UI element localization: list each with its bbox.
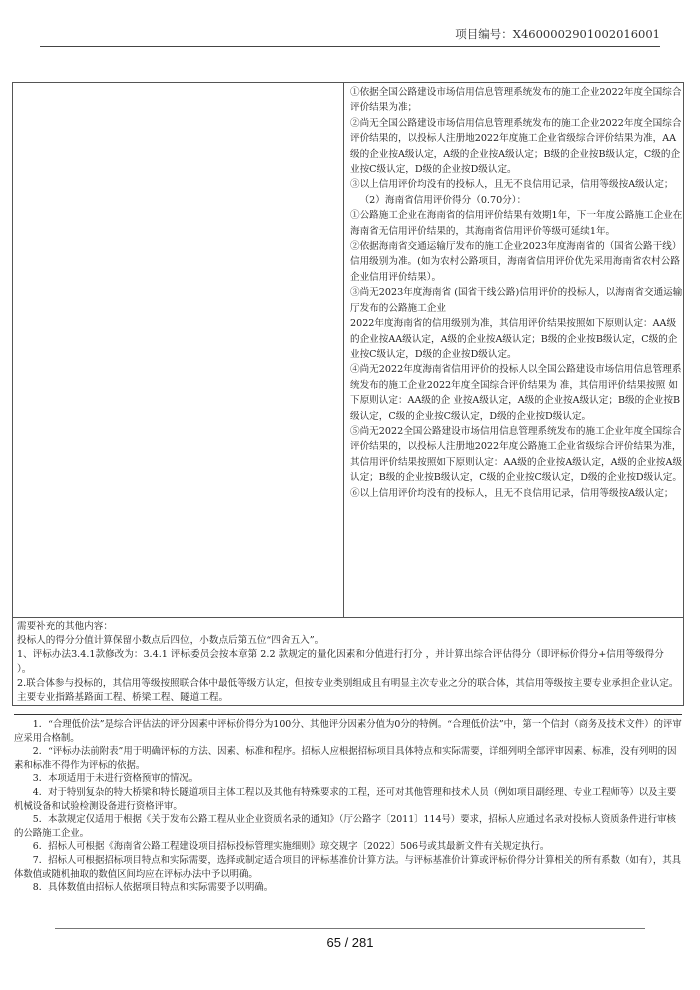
footnote: 5．本款规定仅适用于根据《关于发布公路工程从业企业资质名录的通知》（厅公路字〔2011〕114号）要求，招标人应通过名录对投标人资质条件进行审核的公路施工企业。 — [14, 814, 676, 839]
supplementary-notes — [12, 617, 684, 706]
criteria-heading: （2）海南省信用评价得分（0.70分）： — [359, 194, 527, 206]
criteria-item: ⑤尚无2022全国公路建设市场信用信息管理系统发布的施工企业年度全国综合评价结果的，以投标人注册地2022年度公路施工企业省级综合评价结果为准，其信用评价结果按照如下原则认定：AA级的企业按A级认定，A级的企业按A级认定；B级的企业按B级认定，C级的企业按C级认定，D级的企业按D级认定。 — [350, 425, 683, 484]
criteria-item: ④尚无2022年度海南省信用评价的投标人以全国公路建设市场信用信息管理系统发布的施工企业2022年度全国综合评价结果为 准，其信用评价结果按照 如下原则认定：AA级的企 业按A级认定，A级的企业按A级认定；B级的企业按B级认定，C级的企业按C级认定，D级的企业按D级认定。 — [350, 364, 682, 422]
criteria-item: ①依据全国公路建设市场信用信息管理系统发布的施工企业2022年度全国综合评价结果为准； — [350, 87, 682, 114]
criteria-item: ②依据海南省交通运输厅发布的施工企业2023年度海南省的（国省公路干线）信用级别为准。(如为农村公路项目，海南省信用评价优先采用海南省农村公路企业信用评价结果）。 — [350, 241, 682, 283]
footnote: 6．招标人可根据《海南省公路工程建设项目招标投标管理实施细则》琼交规字〔2022〕506号或其最新文件有关规定执行。 — [32, 841, 550, 853]
notes-line: 投标人的得分分值计算保留小数点后四位，小数点后第五位“四舍五入”。 — [17, 635, 325, 647]
footnote: 8．具体数值由招标人依据项目特点和实际需要予以明确。 — [32, 882, 274, 894]
criteria-item: ③尚无2023年度海南省 (国省干线公路)信用评价的投标人，以海南省交通运输厅发布的公路施工企业 — [350, 287, 683, 314]
project-number: 项目编号：X4600002901002016001 — [455, 27, 660, 41]
notes-line: 需要补充的其他内容： — [17, 621, 113, 632]
criteria-item: ③以上信用评价均没有的投标人，且无不良信用记录，信用等级按A级认定； — [350, 179, 674, 191]
criteria-item: ②尚无全国公路建设市场信用信息管理系统发布的施工企业2022年度全国综合评价结果的，以投标人注册地2022年度施工企业省级综合评价结果为准，AA级的企业按A级认定，A级的企业按A级认定；B级的企业按B级认定，C级的企业按C级认定，D级的企业按D级认定。 — [350, 117, 682, 176]
scoring-table — [12, 82, 684, 617]
column-divider — [343, 83, 344, 617]
criteria-item: ①公路施工企业在海南省的信用评价结果有效期1年，下一年度公路施工企业在海南省无信用评价结果的，其海南省信用评价等级可延续1年。 — [350, 210, 683, 237]
footnote: 2．“评标办法前附表”用于明确评标的方法、因素、标准和程序。招标人应根据招标项目具体特点和实际需要，详细列明全部评审因素、标准，没有列明的因素和标准不得作为评标的依据。 — [14, 746, 677, 771]
criteria-item: ⑥以上信用评价均没有的投标人，且无不良信用记录，信用等级按A级认定； — [350, 487, 674, 499]
footnote: 7．招标人可根据招标项目特点和实际需要，选择或制定适合项目的评标基准价计算方法。与评标基准价计算或评标价得分计算相关的所有系数（如有），其具体数值或随机抽取的数值区间均应在评标办法中予以明确。 — [14, 854, 681, 880]
footnote: 4．对于特别复杂的特大桥梁和特长隧道项目主体工程以及其他有特殊要求的工程，还可对其他管理和技术人员（例如项目副经理、专业工程师等）以及主要机械设备和试验检测设备进行资格评审。 — [14, 786, 677, 812]
page-number: 65 / 281 — [326, 935, 374, 950]
page-footer — [55, 928, 645, 950]
credit-criteria-cell — [350, 85, 684, 501]
footnotes — [14, 714, 682, 895]
footnote: 1．“合理低价法”是综合评估法的评分因素中评标价得分为100分、其他评分因素分值为0分的特例。“合理低价法”中，第一个信封（商务及技术文件）的评审应采用合格制。 — [14, 719, 682, 744]
notes-line: 2.联合体参与投标的，其信用等级按照联合体中最低等级方认定，但按专业类别组成且有明显主次专业之分的联合体，其信用等级按主要专业承担企业认定。主要专业指路基路面工程、桥梁工程、隧道工程。 — [17, 677, 679, 704]
criteria-item: 2022年度海南省的信用级别为准，其信用评价结果按照如下原则认定：AA级的企业按AA级认定，A级的企业按A级认定；B级的企业按B级认定，C级的企业按C级认定，D级的企业按D级认定。 — [350, 318, 678, 360]
page-header — [40, 26, 660, 47]
footnote: 3．本项适用于未进行资格预审的情况。 — [32, 773, 199, 785]
notes-line: 1、评标办法3.4.1款修改为：3.4.1 评标委员会按本章第 2.2 款规定的量化因素和分值进行打分 ，并计算出综合评估得分（即评标价得分+信用等级得分 ）。 — [17, 649, 664, 675]
